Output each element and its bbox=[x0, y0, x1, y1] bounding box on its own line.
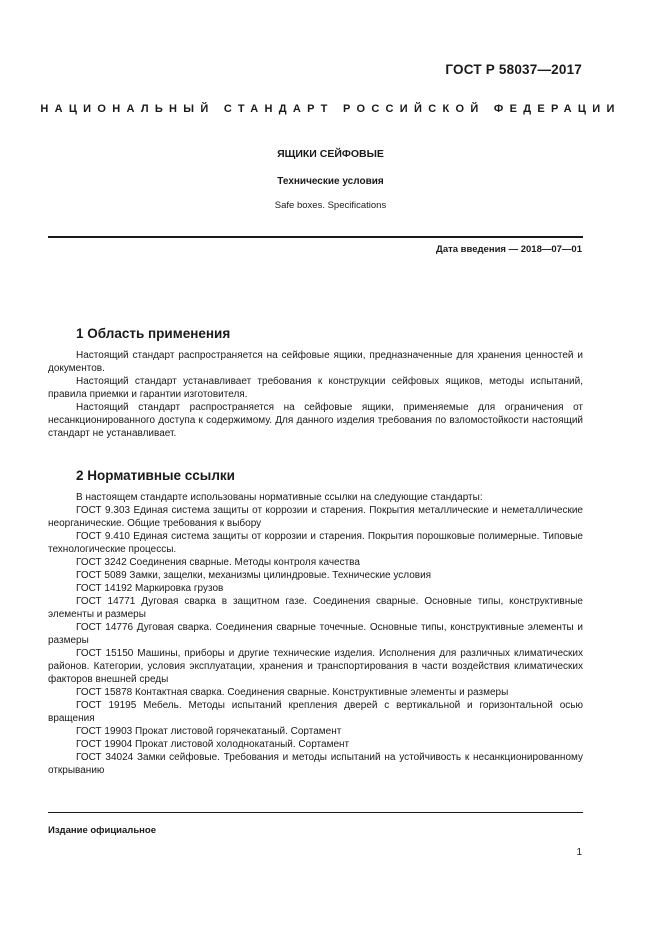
section-2-heading: 2 Нормативные ссылки bbox=[76, 468, 235, 483]
reference-item: ГОСТ 14776 Дуговая сварка. Соединения сварные точечные. Основные типы, конструктивные элементы и размеры bbox=[48, 622, 583, 646]
document-code: ГОСТ Р 58037—2017 bbox=[445, 62, 582, 77]
section-2-body bbox=[48, 491, 583, 777]
document-title: ЯЩИКИ СЕЙФОВЫЕ bbox=[277, 148, 384, 160]
reference-item: ГОСТ 3242 Соединения сварные. Методы контроля качества bbox=[76, 557, 360, 568]
reference-item: ГОСТ 5089 Замки, защелки, механизмы цилиндровые. Технические условия bbox=[76, 570, 432, 581]
reference-item: ГОСТ 34024 Замки сейфовые. Требования и методы испытаний на устойчивость к несанкционированному открыванию bbox=[48, 752, 583, 776]
national-standard-banner: НАЦИОНАЛЬНЫЙ СТАНДАРТ РОССИЙСКОЙ ФЕДЕРАЦИИ bbox=[40, 103, 621, 115]
edition-note: Издание официальное bbox=[48, 825, 156, 836]
page-number: 1 bbox=[576, 847, 582, 858]
document-title-english: Safe boxes. Specifications bbox=[274, 200, 387, 211]
reference-item: ГОСТ 15878 Контактная сварка. Соединения сварные. Конструктивные элементы и размеры bbox=[76, 687, 509, 698]
reference-item: ГОСТ 19904 Прокат листовой холоднокатаный. Сортамент bbox=[76, 739, 350, 750]
paragraph: В настоящем стандарте использованы нормативные ссылки на следующие стандарты: bbox=[76, 492, 483, 503]
reference-item: ГОСТ 14771 Дуговая сварка в защитном газе. Соединения сварные. Основные типы, конструктивные элементы и размеры bbox=[48, 596, 583, 620]
reference-item: ГОСТ 19195 Мебель. Методы испытаний крепления дверей с вертикальной и горизонтальной осью вращения bbox=[48, 700, 583, 724]
reference-item: ГОСТ 15150 Машины, приборы и другие технические изделия. Исполнения для различных климатических районов. Категории, условия эксплуатации, хранения и транспортирования в части воздействия климатических факторов внешней среды bbox=[48, 648, 583, 685]
paragraph: Настоящий стандарт устанавливает требования к конструкции сейфовых ящиков, методы испытаний, правила приемки и гарантии изготовителя. bbox=[48, 376, 583, 400]
reference-item: ГОСТ 9.410 Единая система защиты от коррозии и старения. Покрытия порошковые полимерные. Типовые технологические процессы. bbox=[48, 531, 583, 555]
reference-item: ГОСТ 9.303 Единая система защиты от коррозии и старения. Покрытия металлические и неметаллические неорганические. Общие требования к выбору bbox=[48, 505, 583, 529]
section-1-body bbox=[48, 349, 583, 440]
reference-item: ГОСТ 14192 Маркировка грузов bbox=[76, 583, 224, 594]
paragraph: Настоящий стандарт распространяется на сейфовые ящики, применяемые для ограничения от несанкционированного доступа к содержимому. Для данного изделия требования по взломостойкости настоящий стандарт не устанавливает. bbox=[48, 402, 583, 439]
document-subtitle: Технические условия bbox=[277, 176, 384, 187]
introduction-date: Дата введения — 2018—07—01 bbox=[436, 244, 582, 255]
section-1-heading: 1 Область применения bbox=[76, 326, 231, 341]
reference-item: ГОСТ 19903 Прокат листовой горячекатаный. Сортамент bbox=[76, 726, 342, 737]
paragraph: Настоящий стандарт распространяется на сейфовые ящики, предназначенные для хранения ценностей и документов. bbox=[48, 350, 583, 374]
header-divider bbox=[48, 236, 583, 238]
footer-divider bbox=[48, 812, 583, 813]
